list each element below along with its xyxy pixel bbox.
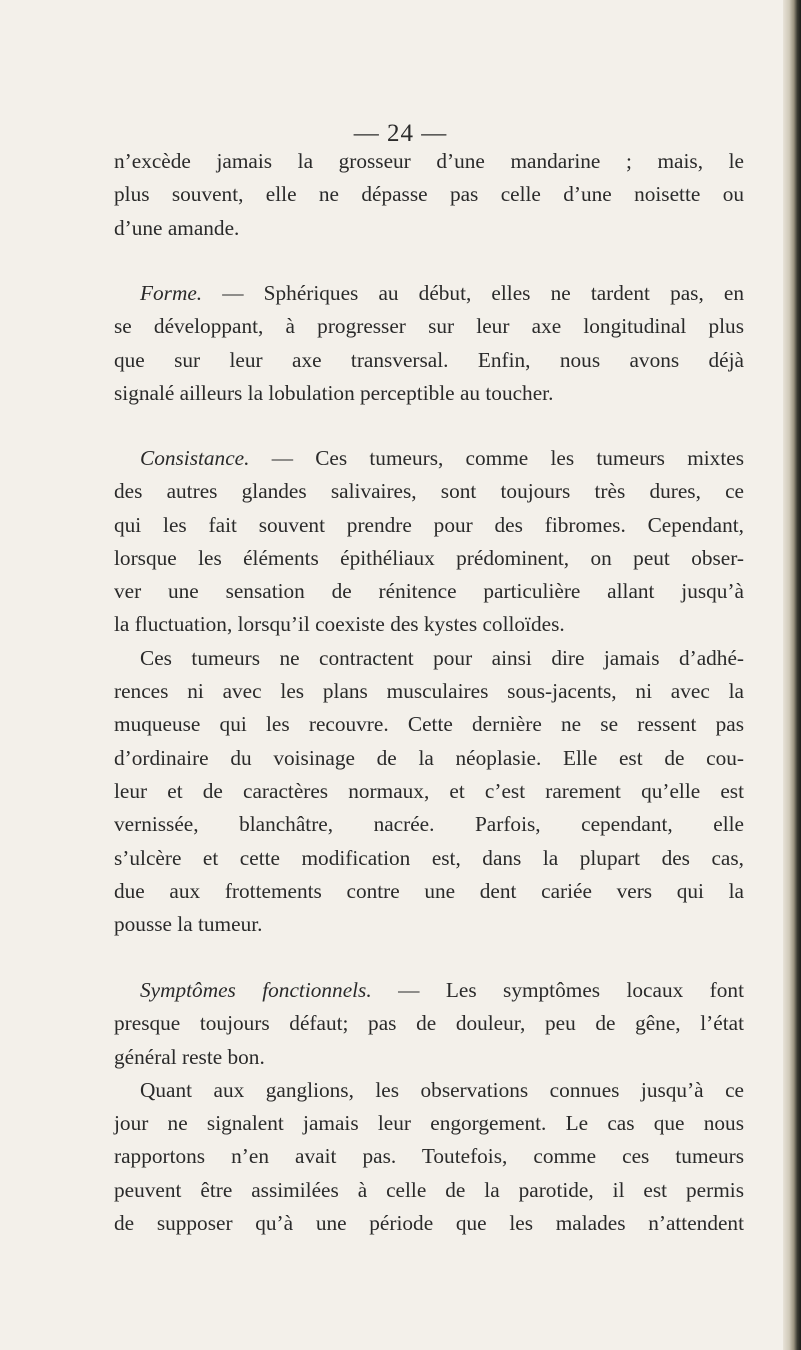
text-line: vernissée, blanchâtre, nacrée. Parfois, cependant, elle: [114, 812, 744, 837]
text-line-with-heading: [114, 442, 744, 475]
text-line: n’excède jamais la grosseur d’une mandarine ; mais, le: [114, 149, 744, 173]
text-line: d’une amande.: [114, 215, 240, 240]
text-line: des autres glandes salivaires, sont toujours très dures, ce: [114, 479, 744, 504]
text-line: qui les fait souvent prendre pour des fibromes. Cependant,: [114, 512, 744, 537]
text-line: plus souvent, elle ne dépasse pas celle d’une noisette ou: [114, 182, 744, 207]
paragraph-consistance: [114, 442, 744, 941]
text-line-content: — Les symptômes locaux font: [398, 978, 744, 1002]
paragraph-continuation: [114, 145, 744, 245]
text-line: que sur leur axe transversal. Enfin, nous avons déjà: [114, 347, 744, 372]
text-line: lorsque les éléments épithéliaux prédominent, on peut obser-: [114, 545, 744, 570]
text-line: jour ne signalent jamais leur engorgement. Le cas que nous: [114, 1111, 744, 1136]
section-heading: Symptômes fonctionnels.: [140, 978, 372, 1002]
page-edge-shadow: [783, 0, 801, 1350]
paragraph-symptomes: [114, 974, 744, 1240]
page-number: — 24 —: [353, 120, 448, 147]
text-line: la fluctuation, lorsqu’il coexiste des kystes colloïdes.: [114, 612, 565, 637]
text-line: rences ni avec les plans musculaires sous-jacents, ni avec la: [114, 679, 744, 704]
text-line: pousse la tumeur.: [114, 912, 263, 937]
text-line: général reste bon.: [114, 1044, 265, 1069]
text-line: de supposer qu’à une période que les malades n’attendent: [114, 1211, 744, 1236]
text-line: leur et de caractères normaux, et c’est rarement qu’elle est: [114, 778, 744, 803]
text-line: muqueuse qui les recouvre. Cette dernière ne se ressent pas: [114, 712, 744, 737]
text-line-content: — Ces tumeurs, comme les tumeurs mixtes: [271, 446, 744, 470]
text-line-with-heading: [114, 277, 744, 310]
text-line-content: — Sphériques au début, elles ne tardent pas, en: [222, 281, 745, 305]
section-heading: Consistance.: [140, 446, 250, 470]
section-heading: Forme.: [140, 281, 203, 305]
text-line: due aux frottements contre une dent cariée vers qui la: [114, 878, 744, 903]
text-line: s’ulcère et cette modification est, dans la plupart des cas,: [114, 845, 744, 870]
text-line: d’ordinaire du voisinage de la néoplasie. Elle est de cou-: [114, 745, 744, 770]
paragraph-forme: [114, 277, 744, 410]
text-line-with-heading: [114, 974, 744, 1007]
text-line: ver une sensation de rénitence particulière allant jusqu’à: [114, 579, 744, 604]
text-line: rapportons n’en avait pas. Toutefois, comme ces tumeurs: [114, 1144, 744, 1169]
text-line: Quant aux ganglions, les observations connues jusqu’à ce: [140, 1077, 744, 1102]
text-line: presque toujours défaut; pas de douleur, peu de gêne, l’état: [114, 1011, 744, 1036]
text-line: se développant, à progresser sur leur axe longitudinal plus: [114, 314, 744, 339]
text-line: Ces tumeurs ne contractent pour ainsi dire jamais d’adhé-: [140, 645, 744, 670]
text-line: signalé ailleurs la lobulation perceptible au toucher.: [114, 380, 554, 405]
text-line: peuvent être assimilées à celle de la parotide, il est permis: [114, 1177, 744, 1202]
